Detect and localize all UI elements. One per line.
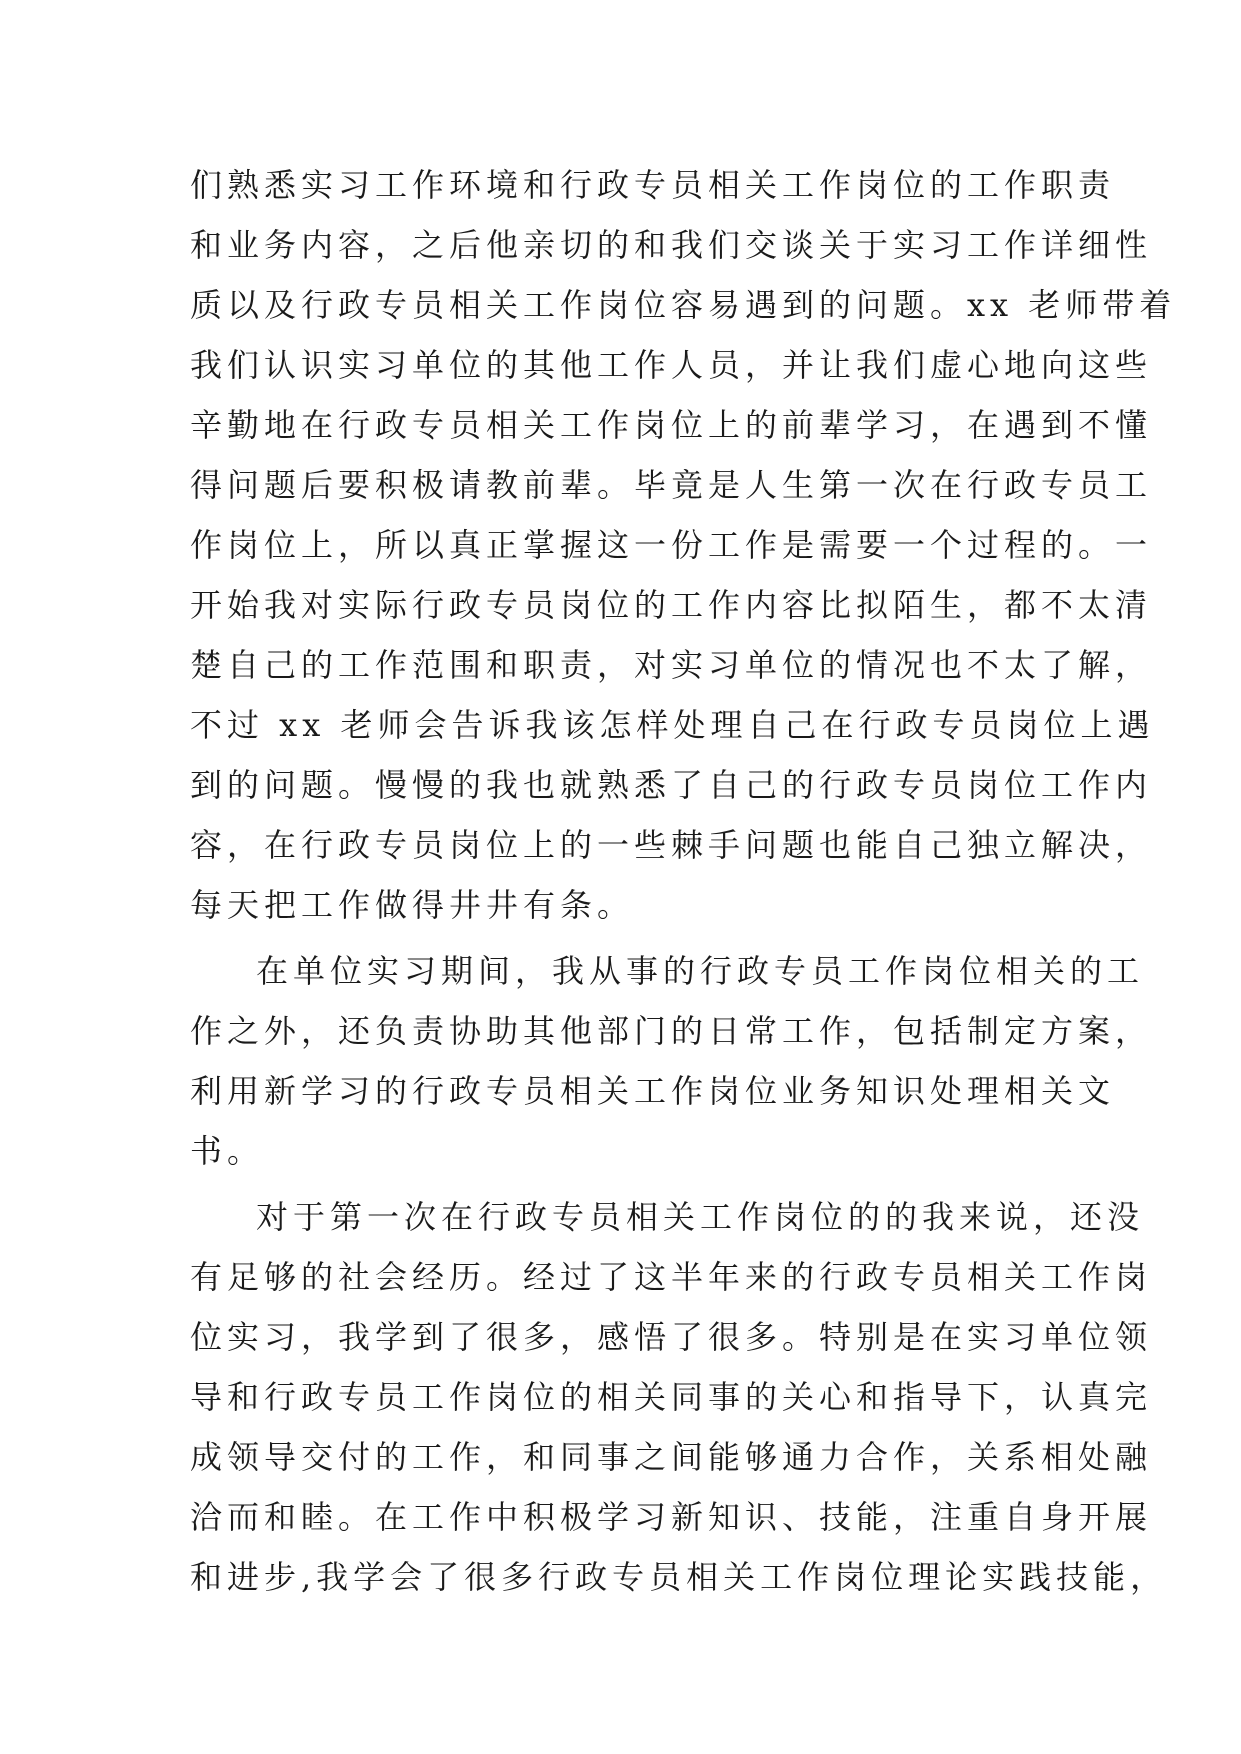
text-line: 不过 xx 老师会告诉我该怎样处理自己在行政专员岗位上遇 bbox=[190, 706, 1155, 744]
text-line: 容，在行政专员岗位上的一些棘手问题也能自己独立解决， bbox=[190, 826, 1153, 864]
paragraph-2 bbox=[190, 941, 1153, 1181]
text-line: 我们认识实习单位的其他工作人员，并让我们虚心地向这些 bbox=[190, 346, 1153, 384]
document-body bbox=[190, 155, 1177, 1607]
text-line: 洽而和睦。在工作中积极学习新知识、技能，注重自身开展 bbox=[190, 1498, 1153, 1536]
text-line: 导和行政专员工作岗位的相关同事的关心和指导下，认真完 bbox=[190, 1378, 1153, 1416]
text-line: 有足够的社会经历。经过了这半年来的行政专员相关工作岗 bbox=[190, 1258, 1153, 1296]
text-line: 对于第一次在行政专员相关工作岗位的的我来说，还没 bbox=[256, 1198, 1145, 1236]
text-line: 每天把工作做得井井有条。 bbox=[190, 886, 635, 924]
text-line: 作岗位上，所以真正掌握这一份工作是需要一个过程的。一 bbox=[190, 526, 1153, 564]
text-line: 质以及行政专员相关工作岗位容易遇到的问题。xx 老师带着 bbox=[190, 286, 1177, 324]
text-line: 辛勤地在行政专员相关工作岗位上的前辈学习，在遇到不懂 bbox=[190, 406, 1153, 444]
text-line: 利用新学习的行政专员相关工作岗位业务知识处理相关文 bbox=[190, 1072, 1116, 1110]
text-line: 楚自己的工作范围和职责，对实习单位的情况也不太了解， bbox=[190, 646, 1153, 684]
text-line: 和进步,我学会了很多行政专员相关工作岗位理论实践技能， bbox=[190, 1558, 1168, 1596]
text-line: 在单位实习期间，我从事的行政专员工作岗位相关的工 bbox=[256, 952, 1145, 990]
text-line: 书。 bbox=[190, 1132, 265, 1170]
text-line: 得问题后要积极请教前辈。毕竟是人生第一次在行政专员工 bbox=[190, 466, 1153, 504]
text-line: 作之外，还负责协助其他部门的日常工作，包括制定方案， bbox=[190, 1012, 1153, 1050]
text-line: 和业务内容，之后他亲切的和我们交谈关于实习工作详细性 bbox=[190, 226, 1153, 264]
text-line: 们熟悉实习工作环境和行政专员相关工作岗位的工作职责 bbox=[190, 166, 1116, 204]
text-line: 位实习，我学到了很多，感悟了很多。特别是在实习单位领 bbox=[190, 1318, 1153, 1356]
paragraph-3 bbox=[190, 1187, 1168, 1607]
paragraph-1 bbox=[190, 155, 1177, 935]
text-line: 开始我对实际行政专员岗位的工作内容比拟陌生，都不太清 bbox=[190, 586, 1153, 624]
text-line: 成领导交付的工作，和同事之间能够通力合作，关系相处融 bbox=[190, 1438, 1153, 1476]
text-line: 到的问题。慢慢的我也就熟悉了自己的行政专员岗位工作内 bbox=[190, 766, 1153, 804]
